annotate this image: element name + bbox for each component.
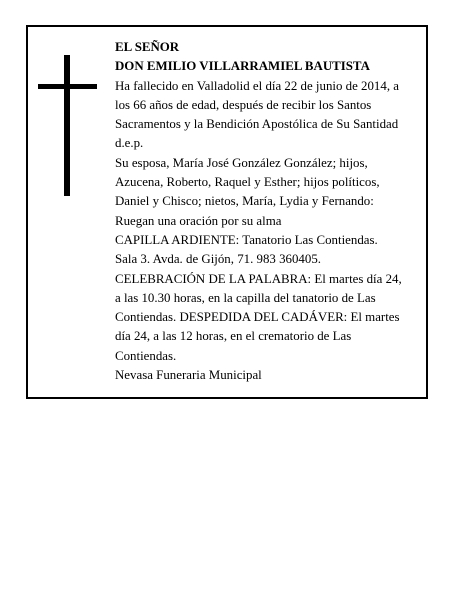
body-line: Sala 3. Avda. de Gijón, 71. 983 360405. xyxy=(115,252,321,267)
body-line: Azucena, Roberto, Raquel y Esther; hijos políticos, xyxy=(115,175,380,190)
body-line: CELEBRACIÓN DE LA PALABRA: El martes día 24, xyxy=(115,271,402,286)
body-line: Contiendas. DESPEDIDA DEL CADÁVER: El martes xyxy=(115,310,400,325)
obituary-title: EL SEÑOR xyxy=(115,40,180,54)
body-line: día 24, a las 12 horas, en el crematorio de Las xyxy=(115,329,352,344)
body-line: CAPILLA ARDIENTE: Tanatorio Las Contiendas. xyxy=(115,232,378,247)
body-line: Ha fallecido en Valladolid el día 22 de junio de 2014, a xyxy=(115,78,399,93)
body-line: los 66 años de edad, después de recibir los Santos xyxy=(115,97,372,112)
obituary-text xyxy=(115,38,423,385)
body-line: Contiendas. xyxy=(115,348,177,363)
cross-icon xyxy=(64,55,70,196)
body-line: Su esposa, María José González González; hijos, xyxy=(115,155,368,170)
body-line: Ruegan una oración por su alma xyxy=(115,213,282,228)
body-line: Sacramentos y la Bendición Apostólica de Su Santidad xyxy=(115,117,399,132)
deceased-name: DON EMILIO VILLARRAMIEL BAUTISTA xyxy=(115,59,370,74)
body-line: a las 10.30 horas, en la capilla del tanatorio de Las xyxy=(115,290,376,305)
cross-icon-crossbar xyxy=(38,84,97,89)
body-line: d.e.p. xyxy=(115,136,144,151)
body-line: Daniel y Chisco; nietos, María, Lydia y Fernando: xyxy=(115,194,374,209)
funeral-home: Nevasa Funeraria Municipal xyxy=(115,368,262,383)
